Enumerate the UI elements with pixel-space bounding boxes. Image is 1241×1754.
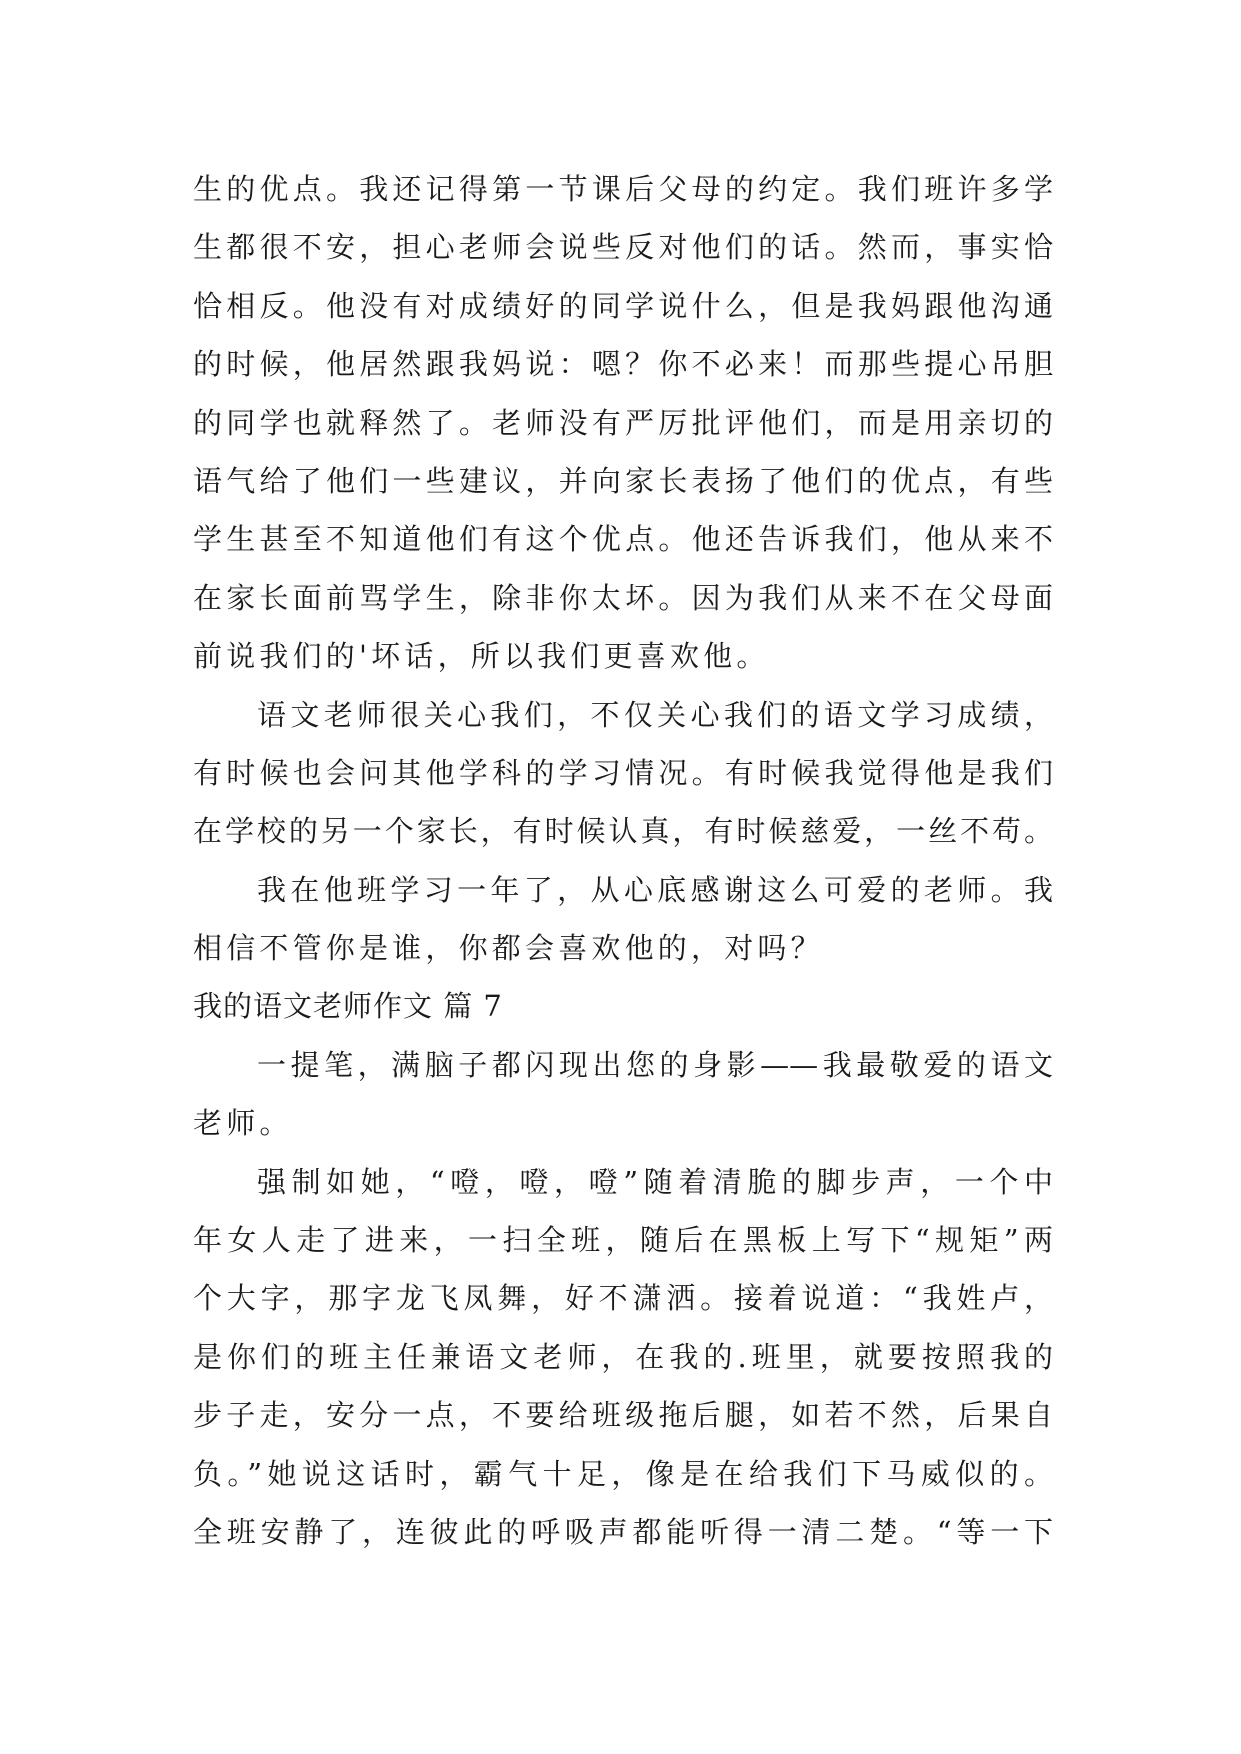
text-line: 的时候，他居然跟我妈说：嗯？你不必来！而那些提心吊胆 [193,347,1053,382]
section-heading: 我的语文老师作文 篇 7 [193,989,503,1024]
text-line: 生都很不安，担心老师会说些反对他们的话。然而，事实恰 [193,230,1053,265]
text-line: 步子走，安分一点，不要给班级拖后腿，如若不然，后果自 [193,1398,1053,1433]
paragraph-first-line: 我在他班学习一年了，从心底感谢这么可爱的老师。我 [257,872,1053,907]
paragraph-first-line: 强制如她，“噔，噔，噔”随着清脆的脚步声，一个中 [257,1164,1053,1199]
paragraph-first-line: 语文老师很关心我们，不仅关心我们的语文学习成绩， [257,697,1053,732]
text-line: 有时候也会问其他学科的学习情况。有时候我觉得他是我们 [193,755,1053,790]
text-line: 是你们的班主任兼语文老师，在我的.班里，就要按照我的 [193,1339,1053,1374]
text-line: 个大字，那字龙飞凤舞，好不潇洒。接着说道：“我姓卢， [193,1281,1053,1316]
text-line: 全班安静了，连彼此的呼吸声都能听得一清二楚。“等一下 [193,1514,1053,1549]
text-line: 的同学也就释然了。老师没有严厉批评他们，而是用亲切的 [193,405,1053,440]
text-line: 语气给了他们一些建议，并向家长表扬了他们的优点，有些 [193,463,1053,498]
text-line: 在家长面前骂学生，除非你太坏。因为我们从来不在父母面 [193,580,1053,615]
text-line: 前说我们的'坏话，所以我们更喜欢他。 [193,639,770,674]
paragraph-first-line: 一提笔，满脑子都闪现出您的身影——我最敬爱的语文 [257,1047,1053,1082]
text-line: 学生甚至不知道他们有这个优点。他还告诉我们，他从来不 [193,522,1053,557]
text-line: 负。”她说这话时，霸气十足，像是在给我们下马威似的。 [193,1456,1053,1491]
text-line: 老师。 [193,1106,293,1141]
document-body [193,160,1053,1561]
text-line: 生的优点。我还记得第一节课后父母的约定。我们班许多学 [193,172,1053,206]
text-line: 年女人走了进来，一扫全班，随后在黑板上写下“规矩”两 [193,1223,1053,1258]
text-line: 相信不管你是谁，你都会喜欢他的，对吗？ [193,931,824,966]
text-line: 在学校的另一个家长，有时候认真，有时候慈爱，一丝不苟。 [193,814,1053,849]
text-line: 恰相反。他没有对成绩好的同学说什么，但是我妈跟他沟通 [193,288,1053,323]
